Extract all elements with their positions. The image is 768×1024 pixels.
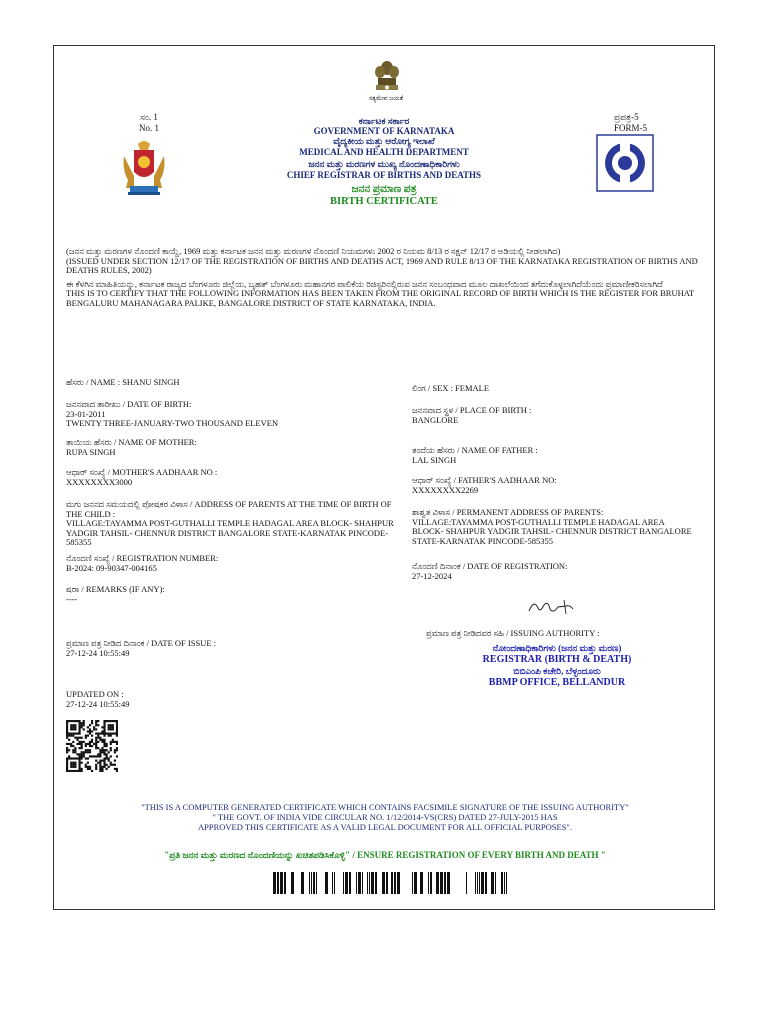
barcode-icon	[264, 872, 507, 894]
footer-note-2: " THE GOVT. OF INDIA VIDE CIRCULAR NO. 1/12/2014-VS(CRS) DATED 27-JULY-2015 HAS	[212, 812, 558, 822]
issued-under-kn: (ಜನನ ಮತ್ತು ಮರಣಗಳ ನೊಂದಣಿ ಕಾಯ್ದೆ, 1969 ಮತ್ತು ಕರ್ನಾಟಕ ಜನನ ಮತ್ತು ಮರಣಗಳ ನೊಂದಣಿ ನಿಯಮಗಳು 2002 ರ ನಿಯಮ 8/13 ರ ಸಕ್ಷನ್ 12/17 ರ ಅಡಿಯಲ್ಲಿ ನೀಡಲಾಗಿದ)	[66, 246, 561, 256]
field-place-of-birth: ಜನನವಾದ ಸ್ಥಳ / PLACE OF BIRTH : BANGLORE	[412, 405, 532, 425]
registrar-kn: ನೋಂದಣಾಧಿಕಾರಿಗಳು (ಜನನ ಮತ್ತು ಮರಣ)	[492, 643, 622, 653]
field-father-aadhaar: ಆಧಾರ್ ಸಂಖ್ಯೆ / FATHER'S AADHAAR NO: XXXXXXXX2269	[412, 475, 557, 495]
field-sex: ಲಿಂಗ / SEX : FEMALE	[412, 383, 490, 393]
gov-title-en: GOVERNMENT OF KARNATAKA	[313, 126, 455, 136]
field-permanent-address: ಶಾಶ್ವತ ವಿಳಾಸ / PERMANENT ADDRESS OF PARENTS: VILLAGE:TAYAMMA POST-GUTHALLI TEMPLE HADAGAL AREA BLOCK- SHAHPUR YADGIR TAHSIL- CHENNUR DISTRICT BANGALORE STATE-KARNATAK PINCODE-585355	[412, 507, 692, 546]
field-registration-number: ನೊಂದಣಿ ಸಂಖ್ಯೆ / REGISTRATION NUMBER: B-2024: 09-90347-004165	[66, 553, 219, 573]
field-address-at-birth: ಮಗು ಜನನದ ಸಮಯದಲ್ಲಿ ಪೋಷಕರ ವಿಳಾಸ / ADDRESS OF PARENTS AT THE TIME OF BIRTH OF THE CHILD : VILLAGE:TAYAMMA POST-GUTHALLI TEMPLE HADAGAL AREA BLOCK- SHAHPUR YADGIR TAHSIL- CHENNUR DISTRICT BANGALORE STATE-KARNATAK PINCODE-585355	[66, 499, 394, 547]
form-kn: ಪ್ರಪತ್ರ-5	[614, 112, 639, 122]
karnataka-emblem-icon	[118, 136, 170, 196]
certify-en: THIS IS TO CERTIFY THAT THE FOLLOWING INFORMATION HAS BEEN TAKEN FROM THE ORIGINAL RECORD OF BIRTH WHICH IS THE REGISTER FOR BRUHAT BENGALURU MAHANAGARA PALIKE, BANGALORE DISTRICT OF STATE KARNATAKA, INDIA.	[66, 288, 694, 308]
footer-slogan: "ಪ್ರತಿ ಜನನ ಮತ್ತು ಮರಣದ ನೊಂದಣಿಯನ್ನು ಖಚಿತಪಡಿಸಿಕೊಳ್ಳಿ" / ENSURE REGISTRATION OF EVERY BIRTH AND DEATH "	[164, 850, 606, 860]
signature-image	[526, 596, 576, 618]
field-remarks: ಷರಾ / REMARKS (IF ANY): ----	[66, 584, 165, 604]
field-mother-aadhaar: ಆಧಾರ್ ಸಂಖ್ಯೆ / MOTHER'S AADHAAR NO : XXXXXXXX3000	[66, 467, 218, 487]
certificate-title-en: BIRTH CERTIFICATE	[330, 196, 438, 207]
gov-title-kn: ಕರ್ನಾಟಕ ಸರ್ಕಾರ	[358, 116, 410, 126]
field-date-of-registration: ನೊಂದಣಿ ದಿನಾಂಕ / DATE OF REGISTRATION: 27-12-2024	[412, 561, 568, 581]
registrar-title-en: CHIEF REGISTRAR OF BIRTHS AND DEATHS	[286, 170, 482, 180]
field-father-name: ತಂದೆಯ ಹೆಸರು / NAME OF FATHER : LAL SINGH	[412, 445, 538, 465]
registrar-en: REGISTRAR (BIRTH & DEATH)	[482, 654, 632, 665]
dept-title-en: MEDICAL AND HEALTH DEPARTMENT	[299, 147, 469, 157]
serial-kn: ಸಂ. 1	[140, 112, 158, 122]
crs-logo-icon	[596, 134, 654, 192]
field-date-of-birth: ಜನನವಾದ ತಾರೀಖು / DATE OF BIRTH: 23-01-2011 TWENTY THREE-JANUARY-TWO THOUSAND ELEVEN	[66, 399, 279, 428]
footer-note-3: APPROVED THIS CERTIFICATE AS A VALID LEGAL DOCUMENT FOR ALL OFFICIAL PURPOSES".	[197, 822, 573, 832]
office-kn: ಬಿಬಿಎಂಪಿ ಕಚೇರಿ, ಬೆಳ್ಳಂದೂರು	[513, 666, 601, 676]
preamble	[66, 247, 706, 308]
field-updated-on: UPDATED ON : 27-12-24 10:55:49	[66, 689, 130, 709]
issued-under-en: (ISSUED UNDER SECTION 12/17 OF THE REGISTRATION OF BIRTHS AND DEATHS ACT, 1969 AND RULE 8/13 OF THE KARNATAKA REGISTRATION OF BIRTHS AND DEATHS RULES, 2002)	[66, 255, 698, 275]
office-en: BBMP OFFICE, BELLANDUR	[488, 677, 626, 688]
issuing-authority-label: ಪ್ರಮಾಣ ಪತ್ರ ನೀಡಿದವರ ಸಹಿ / ISSUING AUTHORITY :	[426, 628, 600, 638]
dept-title-kn: ವೈದ್ಯಕೀಯ ಮತ್ತು ಆರೋಗ್ಯ ಇಲಾಖೆ	[333, 136, 435, 146]
emblem-motto: ಸತ್ಯಮೇವ ಜಯತೆ	[368, 96, 404, 102]
certify-kn: ಈ ಕೆಳಗಿನ ಮಾಹಿತಿಯನ್ನು, ಕರ್ನಾಟಕ ರಾಜ್ಯದ ಬೆಂಗಳೂರು ಜಿಲ್ಲೆಯ, ಬೃಹತ್ ಬೆಂಗಳೂರು ಮಹಾನಗರ ಪಾಲಿಕೆಯ ರಿಜಿಸ್ಟರಿನಲ್ಲಿರುವ ಜನನ ಸಂಬಂಧವಾದ ಮೂಲ ದಾಖಲೆಯಿಂದ ತಗೆದುಕೊಳ್ಳಲಾಗಿದೆಯೆಂದು ಪ್ರಮಾಣೀಕರಿಸಲಾಗಿದೆ	[66, 278, 663, 289]
form-en: FORM-5	[614, 123, 648, 133]
registrar-title-kn: ಜನನ ಮತ್ತು ಮರಣಗಳ ಮುಖ್ಯ ನೊಂದಣಾಧಿಕಾರಿಗಳು	[308, 159, 460, 169]
field-mother-name: ತಾಯಿಯ ಹೆಸರು / NAME OF MOTHER: RUPA SINGH	[66, 437, 197, 457]
field-date-of-issue: ಪ್ರಮಾಣ ಪತ್ರ ನೀಡಿದ ದಿನಾಂಕ / DATE OF ISSUE : 27-12-24 10:55:49	[66, 638, 216, 658]
qr-code-icon	[66, 720, 118, 772]
qr-code[interactable]	[66, 720, 118, 772]
certificate-title-kn: ಜನನ ಪ್ರಮಾಣ ಪತ್ರ	[351, 184, 417, 195]
serial-en: No. 1	[139, 123, 159, 133]
field-name: ಹೆಸರು / NAME : SHANU SINGH	[66, 377, 180, 387]
footer-note-1: "THIS IS A COMPUTER GENERATED CERTIFICATE WHICH CONTAINS FACSIMILE SIGNATURE OF THE ISSUING AUTHORITY"	[141, 802, 629, 812]
barcode	[264, 872, 507, 894]
